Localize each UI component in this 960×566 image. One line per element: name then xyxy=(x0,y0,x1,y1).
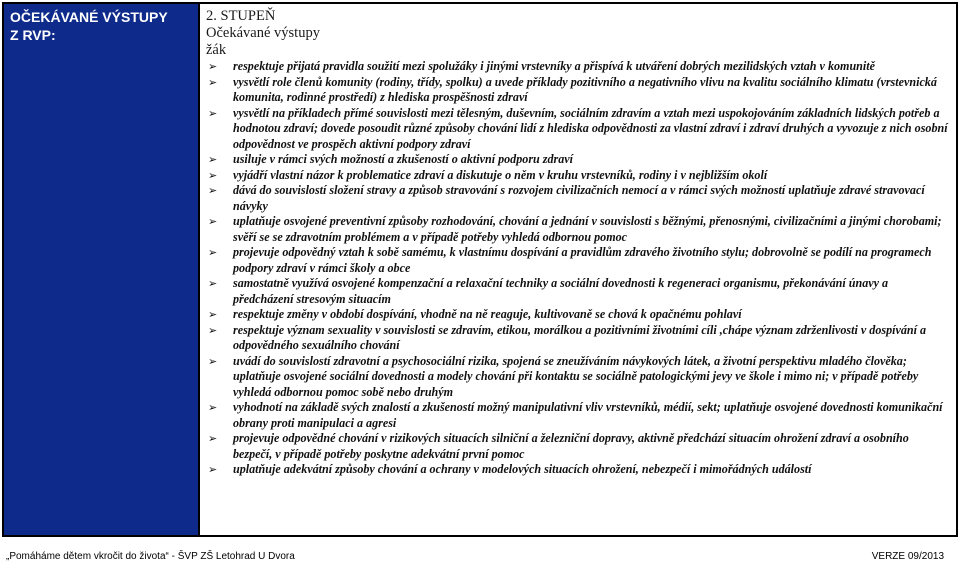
outcome-item xyxy=(206,462,948,478)
footer-version: VERZE 09/2013 xyxy=(871,551,944,562)
arrow-bullet-icon: ➢ xyxy=(208,184,218,197)
arrow-bullet-icon: ➢ xyxy=(208,432,218,445)
outcome-item xyxy=(206,307,948,323)
arrow-bullet-icon: ➢ xyxy=(208,75,218,89)
arrow-bullet-icon: ➢ xyxy=(208,277,218,290)
arrow-bullet-icon: ➢ xyxy=(208,168,218,182)
arrow-bullet-icon: ➢ xyxy=(208,60,218,73)
outcomes-cell xyxy=(200,4,956,535)
outcome-item xyxy=(206,431,948,462)
footer-school-program: „Pomáháme dětem vkročit do života“ - ŠVP ZŠ Letohrad U Dvora xyxy=(6,551,295,562)
arrow-bullet-icon: ➢ xyxy=(208,153,218,166)
outcome-item xyxy=(206,323,948,354)
outcome-text: samostatně využívá osvojené kompenzační a relaxační techniky a sociální dovednosti k regeneraci organismu, překonávání únavy a předcházení stresovým situacím xyxy=(233,276,889,306)
outcome-item xyxy=(206,75,948,106)
outcome-text: uvádí do souvislostí zdravotní a psychosociální rizika, spojená se zneužíváním návykových látek, a životní perspektivu mladého člověka; uplatňuje osvojené sociální dovednosti a modely chování při kontaktu se sociálně patologickými jevy ve škole i mimo ni; v případě potřeby vyhledá odbornou pomoc sobě nebo druhým xyxy=(233,353,919,399)
arrow-bullet-icon: ➢ xyxy=(208,401,218,414)
arrow-bullet-icon: ➢ xyxy=(208,354,218,368)
outcome-item xyxy=(206,183,948,214)
outcome-text: vyjádří vlastní názor k problematice zdraví a diskutuje o něm v kruhu vrstevníků, rodiny i v nejbližším okolí xyxy=(233,167,768,182)
outcome-text: vyhodnotí na základě svých znalostí a zkušeností možný manipulativní vliv vrstevníků, médií, sekt; uplatňuje osvojené dovednosti komunikační obrany proti manipulaci a agresi xyxy=(233,400,943,430)
arrow-bullet-icon: ➢ xyxy=(208,106,218,120)
outcome-text: projevuje odpovědné chování v rizikových situacích silniční a železniční dopravy, aktivně předchází situacím ohrožení zdraví a osobního bezpečí, v případě potřeby poskytne adekvátní první pomoc xyxy=(233,431,909,461)
outcome-text: respektuje změny v období dospívání, vhodně na ně reaguje, kultivovaně se chová k opačnému pohlaví xyxy=(233,307,742,321)
arrow-bullet-icon: ➢ xyxy=(208,308,218,321)
header-line-2: Z RVP: xyxy=(10,27,56,43)
outcome-item xyxy=(206,214,948,245)
outcome-item xyxy=(206,168,948,184)
outcome-text: respektuje přijatá pravidla soužití mezi spolužáky i jinými vrstevníky a přispívá k utváření dobrých mezilidských vztah v komunitě xyxy=(233,59,875,73)
outcome-text: dává do souvislostí složení stravy a způsob stravování s rozvojem civilizačních nemocí a v rámci svých možností uplatňuje zdravé stravovací návyky xyxy=(233,183,925,213)
outcome-text: usiluje v rámci svých možností a zkušeností o aktivní podporu zdraví xyxy=(233,152,574,166)
outcome-text: uplatňuje adekvátní způsoby chování a ochrany v modelových situacích ohrožení, nebezpečí i mimořádných událostí xyxy=(233,462,812,476)
outcome-item xyxy=(206,106,948,153)
stage-label: 2. STUPEŇ xyxy=(206,8,276,24)
outcome-item xyxy=(206,276,948,307)
outcome-text: projevuje odpovědný vztah k sobě samému, k vlastnímu dospívání a pravidlům zdravého životního stylu; dobrovolně se podílí na programech podpory zdraví v rámci školy a obce xyxy=(233,245,932,275)
arrow-bullet-icon: ➢ xyxy=(208,323,218,337)
outcomes-list xyxy=(206,59,948,478)
outcome-item xyxy=(206,59,948,75)
arrow-bullet-icon: ➢ xyxy=(208,463,218,476)
expected-outcomes-label: Očekávané výstupy xyxy=(206,25,320,41)
pupil-label: žák xyxy=(206,42,227,58)
outcome-item xyxy=(206,152,948,168)
expected-outcomes-header-cell xyxy=(4,4,200,535)
outcome-item xyxy=(206,245,948,276)
outcome-text: vysvětlí na příkladech přímé souvislosti mezi tělesným, duševním, sociálním zdravím a vztah mezi uspokojováním základních lidských potřeb a hodnotou zdraví; dovede posoudit různé způsoby chování lidí z hlediska odpovědnosti za vlastní zdraví i zdraví druhých a vyvozuje z nich osobní odpovědnost ve prospěch aktivní podpory zdraví xyxy=(233,105,948,151)
outcome-text: respektuje význam sexuality v souvislosti se zdravím, etikou, morálkou a pozitivními životními cíli ,chápe význam zdrženlivosti v dospívání a odpovědného sexuálního chování xyxy=(233,322,927,352)
arrow-bullet-icon: ➢ xyxy=(208,215,218,228)
header-line-1: OČEKÁVANÉ VÝSTUPY xyxy=(10,9,168,25)
outcome-item xyxy=(206,400,948,431)
curriculum-table xyxy=(2,2,958,537)
outcome-item xyxy=(206,354,948,401)
outcome-text: uplatňuje osvojené preventivní způsoby rozhodování, chování a jednání v souvislosti s běžnými, přenosnými, civilizačními a jinými chorobami; svěří se se zdravotním problémem a v případě potřeby vyhledá odbornou pomoc xyxy=(233,214,942,244)
outcome-text: vysvětlí role členů komunity (rodiny, třídy, spolku) a uvede příklady pozitivního a negativního vlivu na kvalitu sociálního klimatu (vrstevnická komunita, rodinné prostředí) z hlediska prospěšnosti zdraví xyxy=(233,74,937,104)
arrow-bullet-icon: ➢ xyxy=(208,246,218,259)
